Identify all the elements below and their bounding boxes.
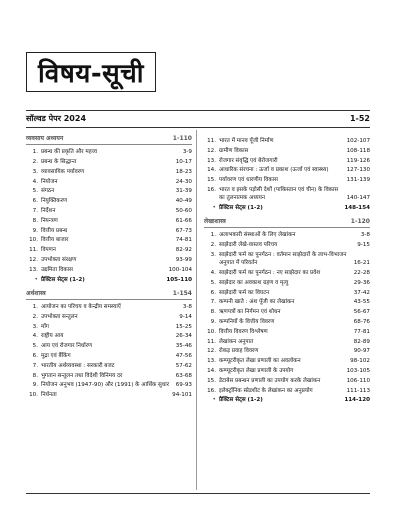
entry-number: 2.: [32, 159, 38, 165]
entry-title: ऋणपत्रों का निर्गमन एवं शोधन: [219, 309, 281, 316]
entry-pages: 3-8: [182, 303, 192, 310]
entry-title: लेखांकन अनुपात: [219, 338, 254, 345]
entry-title: भारत में मानव पूँजी निर्माण: [219, 138, 274, 144]
practice-set-entry[interactable]: [26, 276, 192, 284]
entry-pages: 82-92: [175, 247, 192, 254]
entry-pages: 40-49: [175, 198, 192, 205]
entry-number: 16.: [207, 186, 216, 193]
entry-number: 11.: [29, 247, 38, 254]
entry-pages: 35-46: [175, 343, 192, 350]
entry-number: 9.: [210, 318, 216, 325]
toc-entry[interactable]: [204, 328, 370, 336]
entry-title: प्रैक्टिस सेट्स (1-2): [41, 276, 85, 283]
entry-number: 6.: [32, 198, 38, 205]
entry-title: नियुक्तिकरण: [41, 198, 68, 205]
entry-title: मुद्रा एवं बैंकिंग: [41, 352, 71, 359]
section-label: व्यवसाय अध्ययन: [26, 135, 64, 142]
entry-number: 12.: [207, 147, 216, 154]
entry-pages: 3-9: [182, 149, 192, 156]
entry-title: साझेदारी लेखे-वास्तव परिचय: [219, 242, 278, 249]
toc-entry[interactable]: [26, 323, 192, 331]
business-studies-list: [26, 148, 192, 284]
entry-pages: 94-101: [172, 392, 192, 399]
entry-title: नियोजन: [41, 178, 58, 185]
toc-entry[interactable]: [204, 166, 370, 174]
entry-title: प्रैक्टिस सेट्स (1-2): [219, 397, 263, 404]
toc-entry[interactable]: [26, 303, 192, 311]
toc-entry[interactable]: [204, 387, 370, 395]
entry-number: 2.: [32, 313, 38, 320]
economics-list-continued: [204, 137, 370, 212]
entry-pages: 103-105: [346, 367, 370, 374]
solved-paper-label: सॉल्वड पेपर 2024: [26, 114, 87, 123]
toc-entry[interactable]: [26, 332, 192, 340]
entry-title: वित्तीय प्रबन्ध: [41, 227, 68, 234]
toc-entry[interactable]: [26, 381, 192, 389]
toc-entry[interactable]: [204, 231, 370, 239]
entry-number: 13.: [207, 358, 216, 365]
entry-pages: 140-147: [346, 195, 370, 202]
entry-title: आधारिक संरचना : ऊर्जा व प्रकाश (ऊर्जा एवं स्वास्थ्य): [219, 167, 329, 174]
entry-number: 1.: [210, 232, 216, 239]
section-pages: 1-154: [172, 289, 192, 297]
top-rule: [26, 110, 370, 111]
toc-entry[interactable]: [26, 227, 192, 235]
entry-number: 10.: [207, 328, 216, 335]
entry-title: साझेदार का अवकाश ग्रहण व मृत्यु: [219, 279, 289, 286]
entry-number: 14.: [207, 367, 216, 374]
toc-entry[interactable]: [26, 352, 192, 360]
entry-pages: 131-139: [346, 177, 370, 184]
entry-number: 4.: [32, 333, 38, 340]
left-column: [26, 133, 192, 401]
entry-title: उपभोक्ता संरक्षण: [41, 256, 77, 263]
entry-title: साझेदारी फर्म का पुनर्गठन : नए साझेदार का प्रवेश: [219, 269, 321, 276]
entry-number: 5.: [32, 188, 38, 195]
entry-title: व्यावसायिक पर्यावरण: [41, 168, 85, 175]
section-pages: 1-120: [350, 218, 370, 226]
entry-number: •: [212, 396, 216, 404]
toc-entry[interactable]: [204, 251, 370, 267]
section-label: लेखाशास्त्र: [204, 218, 226, 226]
entry-title: अलाभकारी संस्थाओं के लिए लेखांकन: [219, 232, 296, 239]
entry-title: विपणन: [41, 247, 56, 254]
entry-pages: 57-62: [175, 362, 192, 369]
entry-pages: 18-23: [175, 168, 192, 175]
entry-pages: 37-42: [353, 289, 370, 296]
toc-entry[interactable]: [204, 147, 370, 155]
toc-entry[interactable]: [26, 391, 192, 399]
entry-title: उपभोक्ता सन्तुलन: [41, 313, 78, 320]
entry-number: 4.: [210, 269, 216, 276]
entry-title: आयोजन का परिचय व केन्द्रीय समस्याएँ: [41, 303, 121, 310]
entry-pages: 102-107: [346, 138, 370, 144]
entry-number: 10.: [29, 237, 38, 244]
entry-pages: 9-14: [179, 313, 192, 320]
toc-entry[interactable]: [204, 298, 370, 306]
toc-entry[interactable]: [204, 176, 370, 184]
entry-number: 8.: [32, 217, 38, 224]
toc-entry[interactable]: [204, 377, 370, 385]
entry-pages: 77-81: [353, 328, 370, 335]
toc-entry[interactable]: [26, 246, 192, 254]
toc-entry[interactable]: [204, 186, 370, 202]
toc-entry[interactable]: [26, 342, 192, 350]
toc-entry[interactable]: [204, 318, 370, 326]
entry-pages: 119-126: [346, 157, 370, 164]
entry-number: 15.: [207, 177, 216, 184]
toc-entry[interactable]: [204, 279, 370, 287]
entry-number: 3.: [32, 168, 38, 175]
section-header-economics: [26, 290, 192, 300]
toc-entry[interactable]: [26, 207, 192, 215]
entry-pages: 10-17: [175, 159, 192, 165]
entry-number: 6.: [32, 352, 38, 359]
toc-entry[interactable]: [26, 217, 192, 225]
column-divider: [196, 130, 197, 490]
entry-title: कम्प्यूटरीकृत लेखा प्रणाली के उपयोग: [219, 367, 294, 374]
toc-entry[interactable]: [26, 178, 192, 186]
entry-number: 12.: [207, 348, 216, 355]
entry-pages: 111-113: [346, 387, 370, 394]
entry-pages: 82-89: [353, 338, 370, 345]
entry-title: भुगतान सन्तुलन तथा विदेशी विनिमय दर: [41, 372, 123, 379]
entry-number: 3.: [210, 251, 216, 258]
entry-title: पर्यावरण एवं धारणीय विकास: [219, 177, 278, 184]
entry-number: 7.: [210, 299, 216, 306]
toc-entry[interactable]: [204, 357, 370, 365]
entry-title: ग्रामीण विकास: [219, 147, 249, 154]
toc-entry[interactable]: [204, 241, 370, 249]
mid-rule: [26, 127, 370, 128]
entry-title: प्रबन्ध के सिद्धान्त: [41, 159, 77, 165]
entry-title: साझेदारी फर्म का पुनर्गठन : वर्तमान साझेदारों के लाभ-विभाजन अनुपात में परिवर्तन: [219, 251, 347, 267]
entry-number: 14.: [207, 167, 216, 174]
toc-entry[interactable]: [26, 148, 192, 156]
toc-entry[interactable]: [26, 187, 192, 195]
entry-pages: 114-120: [344, 397, 370, 404]
entry-title: वित्तीय विवरण विश्लेषण: [219, 328, 268, 335]
solved-paper-row[interactable]: [26, 112, 370, 125]
entry-pages: 15-25: [175, 323, 192, 330]
entry-number: 11.: [207, 138, 216, 144]
entry-pages: 106-110: [346, 377, 370, 384]
practice-set-entry[interactable]: [204, 396, 370, 404]
toc-entry[interactable]: [204, 137, 370, 145]
toc-entry[interactable]: [26, 168, 192, 176]
practice-set-entry[interactable]: [204, 204, 370, 212]
toc-entry[interactable]: [26, 236, 192, 244]
toc-entry[interactable]: [26, 372, 192, 380]
entry-number: 5.: [32, 343, 38, 350]
entry-number: 7.: [32, 207, 38, 214]
entry-title: वित्तीय बाजार: [41, 237, 69, 244]
entry-pages: 98-102: [350, 358, 370, 365]
entry-pages: 100-104: [168, 266, 192, 273]
solved-paper-pages: 1-52: [349, 114, 370, 123]
entry-pages: 29-36: [353, 279, 370, 286]
toc-entry[interactable]: [204, 347, 370, 355]
entry-pages: 63-68: [175, 372, 192, 379]
entry-title: नियन्त्रण: [41, 217, 58, 224]
toc-entry[interactable]: [204, 157, 370, 165]
toc-entry[interactable]: [26, 256, 192, 264]
entry-title: रोकड़ प्रवाह विवरण: [219, 348, 259, 355]
entry-number: 5.: [210, 279, 216, 286]
entry-pages: 24-30: [175, 178, 192, 185]
entry-title: रोजगार संवृद्धि एवं बेरोजगारी: [219, 157, 278, 164]
entry-title: साझेदारी फर्म का विघटन: [219, 289, 270, 296]
entry-number: 10.: [29, 392, 38, 399]
entry-title: संगठन: [41, 188, 55, 195]
entry-pages: 3-8: [360, 232, 370, 239]
entry-pages: 43-55: [353, 299, 370, 306]
entry-title: नियोजन अनुभव (1947-90) और (1991) के आर्थिक सुधार: [41, 382, 170, 389]
toc-entry[interactable]: [26, 266, 192, 274]
entry-title: उद्यमिता विकास: [41, 266, 73, 273]
entry-pages: 90-97: [353, 348, 370, 355]
toc-entry[interactable]: [26, 313, 192, 321]
entry-number: 2.: [210, 242, 216, 249]
entry-title: भारत व इसके पड़ोसी देशों (पाकिस्तान एवं चीन) के विकास का तुलनात्मक अध्ययन: [219, 186, 339, 202]
entry-number: 1.: [32, 303, 38, 310]
entry-number: 9.: [32, 382, 38, 389]
page-title: विषय-सूची: [26, 52, 156, 92]
entry-title: प्रबन्ध की प्रकृति और महत्त्व: [41, 149, 97, 156]
entry-pages: 26-34: [175, 333, 192, 340]
entry-number: 11.: [207, 338, 216, 345]
entry-number: 1.: [32, 149, 38, 156]
right-column: [204, 133, 370, 406]
entry-number: 4.: [32, 178, 38, 185]
entry-pages: 148-154: [344, 204, 370, 211]
toc-entry[interactable]: [204, 367, 370, 375]
bottom-rule: [26, 493, 370, 494]
entry-pages: 127-130: [346, 167, 370, 174]
entry-title: निर्धनता: [41, 392, 57, 399]
entry-title: डेटाबेस प्रबन्धन प्रणाली का उपयोग करके लेखांकन: [219, 377, 321, 384]
section-label: अर्थशास्त्र: [26, 289, 46, 297]
entry-pages: 22-28: [353, 269, 370, 276]
entry-pages: 61-66: [175, 217, 192, 224]
entry-pages: 67-73: [175, 227, 192, 234]
toc-entry[interactable]: [204, 289, 370, 297]
entry-pages: 16-21: [353, 260, 370, 267]
section-pages: 1-110: [172, 135, 192, 142]
entry-pages: 74-81: [175, 237, 192, 244]
entry-number: 8.: [210, 309, 216, 316]
entry-pages: 50-60: [175, 207, 192, 214]
accountancy-list: [204, 231, 370, 404]
entry-pages: 31-39: [175, 188, 192, 195]
section-header-accountancy: [204, 218, 370, 228]
entry-number: 15.: [207, 377, 216, 384]
economics-list: [26, 303, 192, 399]
toc-entry[interactable]: [26, 362, 192, 370]
entry-number: 7.: [32, 362, 38, 369]
section-header-business-studies: [26, 135, 192, 145]
entry-number: 12.: [29, 256, 38, 263]
entry-number: 9.: [32, 227, 38, 234]
entry-number: 13.: [29, 266, 38, 273]
entry-pages: 56-67: [353, 309, 370, 316]
entry-title: कम्पनियों के वित्तीय विवरण: [219, 318, 275, 325]
entry-title: प्रैक्टिस सेट्स (1-2): [219, 204, 263, 211]
entry-pages: 108-118: [346, 147, 370, 154]
entry-number: •: [34, 275, 38, 283]
entry-pages: 105-110: [166, 276, 192, 283]
toc-entry[interactable]: [204, 269, 370, 277]
entry-pages: 68-76: [353, 318, 370, 325]
entry-title: निर्देशन: [41, 207, 56, 214]
entry-number: 3.: [32, 323, 38, 330]
entry-pages: 93-99: [175, 256, 192, 263]
entry-title: भारतीय अर्थव्यवस्था : सरकारी बजट: [41, 362, 115, 369]
entry-title: आय एवं रोजगार निर्धारण: [41, 343, 93, 350]
entry-title: राष्ट्रीय आय: [41, 333, 64, 340]
toc-entry[interactable]: [26, 158, 192, 166]
entry-title: कम्प्यूटरीकृत लेखा प्रणाली का अवलोकन: [219, 358, 301, 365]
entry-title: कम्पनी खाते : अंश पूँजी का लेखांकन: [219, 299, 295, 306]
entry-number: 8.: [32, 372, 38, 379]
entry-pages: 69-93: [175, 382, 192, 389]
toc-entry[interactable]: [204, 338, 370, 346]
entry-number: 13.: [207, 157, 216, 164]
toc-entry[interactable]: [204, 308, 370, 316]
toc-entry[interactable]: [26, 197, 192, 205]
entry-title: इलेक्ट्रॉनिक स्प्रेडशीट के लेखांकन का अनुप्रयोग: [219, 387, 313, 394]
entry-number: 6.: [210, 289, 216, 296]
entry-title: माँग: [41, 323, 49, 330]
entry-number: •: [212, 203, 216, 211]
entry-pages: 9-15: [357, 242, 370, 249]
entry-number: 16.: [207, 387, 216, 394]
entry-pages: 47-56: [175, 352, 192, 359]
